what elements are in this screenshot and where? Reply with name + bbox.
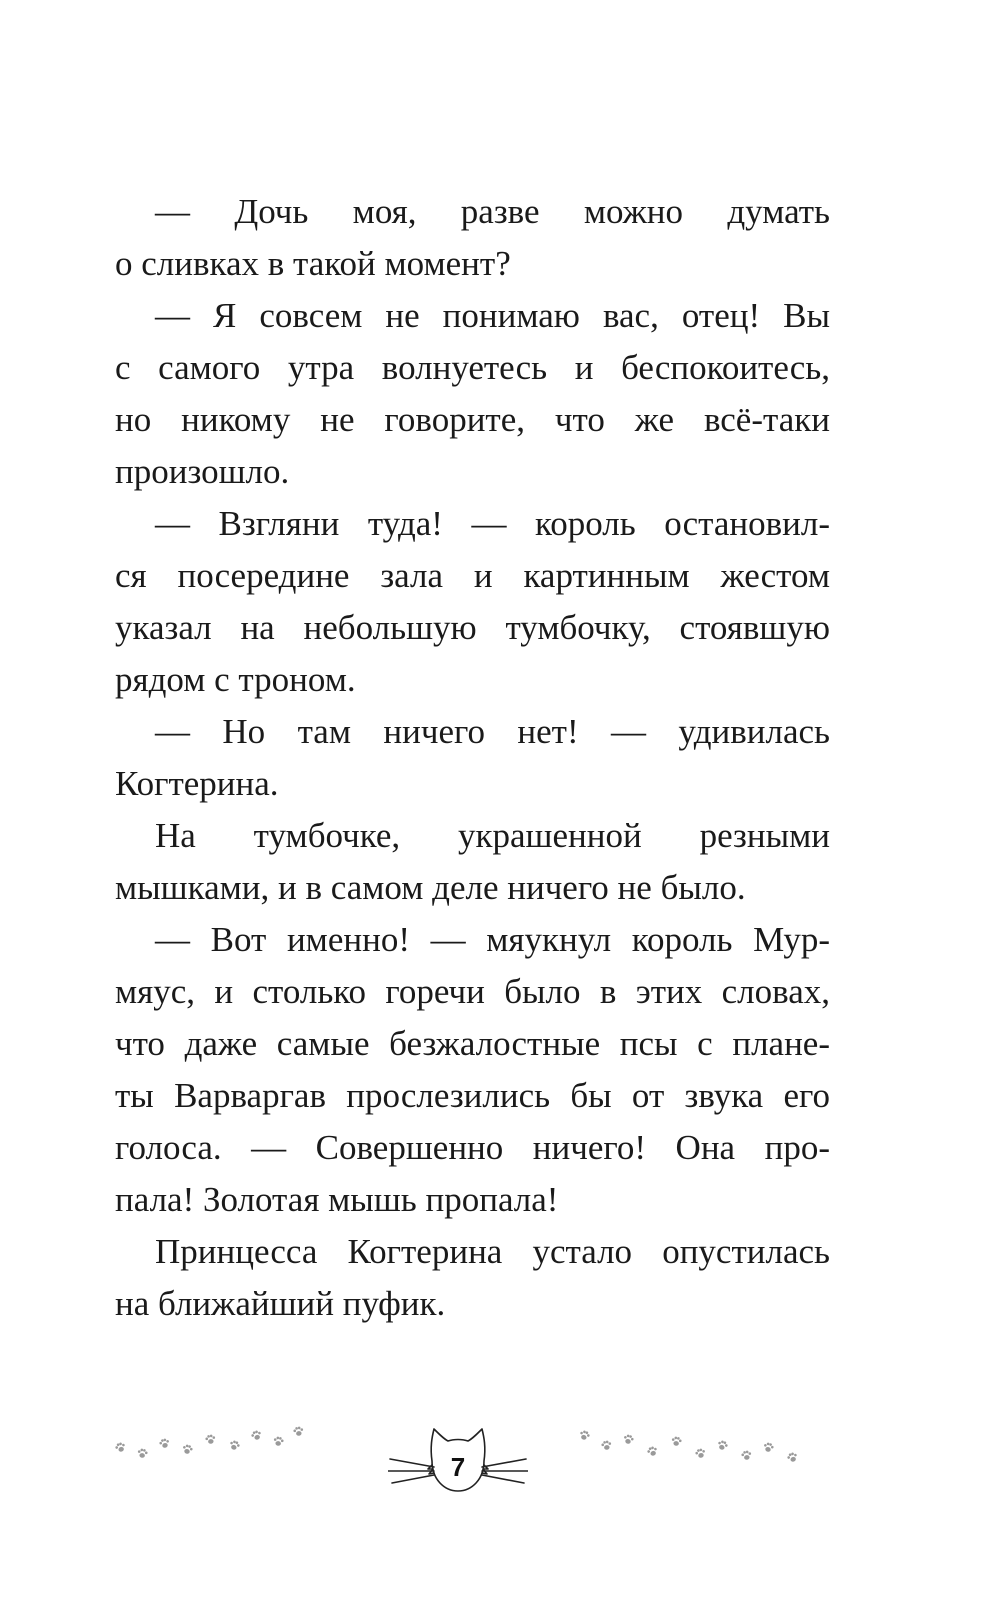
paw-print-icon: [694, 1447, 707, 1465]
text-line: рядом с троном.: [115, 660, 356, 699]
text-line: — Дочь моя, разве можно думать: [155, 192, 830, 231]
text-line: Принцесса Когтерина устало опустилась: [155, 1232, 830, 1271]
text-line: на ближайший пуфик.: [115, 1284, 446, 1323]
paw-print-icon: [600, 1439, 613, 1457]
paw-print-icon: [646, 1445, 659, 1463]
page-number: 7: [450, 1452, 466, 1482]
text-line: пала! Золотая мышь пропала!: [115, 1180, 559, 1219]
text-line: указал на небольшую тумбочку, стоявшую: [115, 608, 830, 647]
text-line: что даже самые безжалостные псы с плане-: [115, 1024, 830, 1063]
paw-print-icon: [740, 1449, 753, 1467]
text-line: мяус, и столько горечи было в этих словах,: [115, 972, 830, 1011]
page-footer-ornament: [0, 1405, 1000, 1515]
paw-print-icon: [158, 1437, 171, 1455]
text-line: о сливках в такой момент?: [115, 244, 511, 283]
text-line: произошло.: [115, 452, 290, 491]
text-line: ты Варваргав прослезились бы от звука его: [115, 1076, 830, 1115]
paw-print-icon: [578, 1429, 591, 1447]
text-line: с самого утра волнуетесь и беспокоитесь,: [115, 348, 830, 387]
text-line: На тумбочке, украшенной резными: [155, 816, 830, 855]
paw-print-icon: [204, 1433, 217, 1451]
text-line: голоса. — Совершенно ничего! Она про-: [115, 1128, 830, 1167]
text-line: — Но там ничего нет! — удивилась: [155, 712, 830, 751]
paw-print-icon: [272, 1435, 285, 1453]
paw-print-icon: [786, 1451, 799, 1469]
text-line: ся посередине зала и картинным жестом: [115, 556, 830, 595]
paw-print-icon: [716, 1439, 729, 1457]
text-line: — Я совсем не понимаю вас, отец! Вы: [155, 296, 830, 335]
text-line: но никому не говорите, что же всё-таки: [115, 400, 830, 439]
text-line: — Вот именно! — мяукнул король Мур-: [155, 920, 830, 959]
text-line: Когтерина.: [115, 764, 279, 803]
text-line: — Взгляни туда! — король остановил-: [155, 504, 830, 543]
paw-print-icon: [114, 1441, 127, 1459]
paw-print-icon: [762, 1441, 775, 1459]
page-number-badge: [388, 1411, 528, 1501]
paw-print-icon: [181, 1443, 194, 1461]
paw-print-icon: [292, 1425, 305, 1443]
paw-print-icon: [250, 1429, 263, 1447]
text-line: мышками, и в самом деле ничего не было.: [115, 868, 746, 907]
paw-print-icon: [136, 1447, 149, 1465]
paw-print-icon: [670, 1435, 683, 1453]
paw-print-icon: [228, 1439, 241, 1457]
paw-print-icon: [622, 1433, 635, 1451]
